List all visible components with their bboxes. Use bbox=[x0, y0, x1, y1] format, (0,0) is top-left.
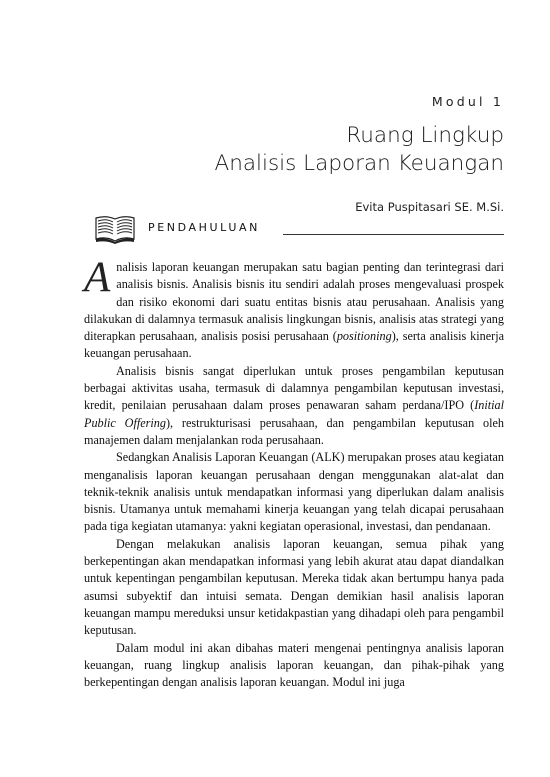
author-name: Evita Puspitasari SE. M.Si. bbox=[355, 200, 504, 214]
section-rule bbox=[283, 234, 504, 235]
module-label: Modul 1 bbox=[431, 94, 504, 109]
drop-cap: A bbox=[84, 254, 111, 301]
title-line-2: Analisis Laporan Keuangan bbox=[214, 151, 504, 176]
page-title bbox=[215, 122, 504, 178]
body-text bbox=[84, 254, 504, 691]
title-line-1: Ruang Lingkup bbox=[346, 123, 504, 148]
paragraph-4: Dengan melakukan analisis laporan keuangan, semua pihak yang berkepentingan akan mendapatkan informasi yang lebih akurat atau dapat diandalkan untuk kepentingan pengambilan keputusan. Mereka tidak akan bertumpu hanya pada asumsi subyektif dan intuisi semata. Dengan demikian hasil analisis laporan keuangan mampu mereduksi unsur ketidakpastian yang dihadapi oleh para pengambil keputusan. bbox=[84, 536, 504, 638]
open-book-icon bbox=[94, 214, 136, 244]
paragraph-5: Dalam modul ini akan dibahas materi mengenai pentingnya analisis laporan keuangan, ruang lingkup analisis laporan keuangan, dan pihak-pihak yang berkepentingan dengan analisis laporan keuangan. Modul ini juga bbox=[84, 640, 504, 690]
paragraph-1: Analisis laporan keuangan merupakan satu bagian penting dan terintegrasi dari analisis bisnis. Analisis bisnis itu sendiri adalah proses mengevaluasi prospek dan risiko ekonomi dari suatu entitas bisnis atau perusahaan. Analisis yang dilakukan di dalamnya termasuk analisis lingkungan bisnis, analisis atas strategi yang diterapkan perusahaan, analisis posisi perusahaan (positioning), serta analisis kinerja keuangan perusahaan. bbox=[84, 254, 504, 361]
paragraph-3: Sedangkan Analisis Laporan Keuangan (ALK) merupakan proses atau kegiatan menganalisis laporan keuangan perusahaan dengan menggunakan alat-alat dan teknik-teknik analisis untuk mendapatkan informasi yang diperlukan dalam analisis bisnis. Utamanya untuk memahami kinerja keuangan yang telah dicapai perusahaan pada tiga kegiatan utamanya: yakni kegiatan operasional, investasi, dan pendanaan. bbox=[84, 450, 504, 534]
section-heading: PENDAHULUAN bbox=[148, 221, 260, 234]
paragraph-2: Analisis bisnis sangat diperlukan untuk proses pengambilan keputusan berbagai aktivitas usaha, termasuk di dalamnya pengambilan keputusan investasi, kredit, penilaian perusahaan dalam proses penawaran saham perdana/IPO (Initial Public Offering), restrukturisasi perusahaan, dan pengambilan keputusan oleh manajemen dalam menjalankan roda perusahaan. bbox=[84, 363, 504, 447]
